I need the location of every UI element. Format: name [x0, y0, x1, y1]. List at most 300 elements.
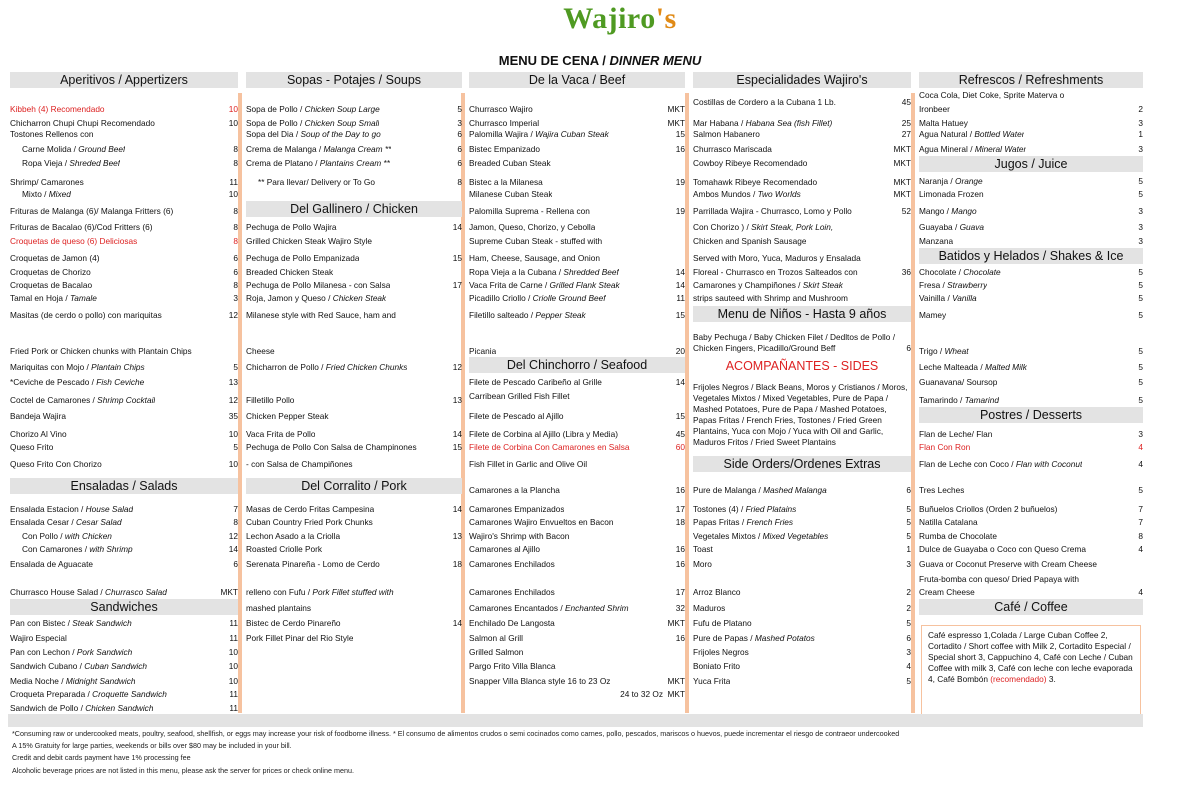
- menu-item-name: Croquetas de queso (6) Deliciosas: [10, 236, 138, 246]
- menu-item-name: Buñuelos Criollos (Orden 2 buñuelos): [919, 504, 1058, 514]
- menu-item: [10, 517, 238, 527]
- menu-item-name: Media Noche / Midnight Sandwich: [10, 676, 136, 686]
- menu-item: [693, 189, 911, 199]
- menu-item-name: Wajiro's Shrimp with Bacon: [469, 531, 570, 541]
- menu-item-name: Palomilla Suprema - Rellena con: [469, 206, 590, 216]
- menu-item-name: Served with Moro, Yuca, Maduros y Ensalada: [693, 253, 861, 263]
- section-header: Ensaladas / Salads: [10, 478, 238, 494]
- menu-item: [469, 267, 685, 277]
- menu-item: [469, 293, 685, 303]
- menu-item: [693, 661, 911, 671]
- menu-item-price: MKT: [667, 689, 685, 699]
- menu-item-name: Lechon Asado a la Criolla: [246, 531, 341, 541]
- menu-item-price: 3: [1138, 429, 1143, 439]
- menu-item-price: 19: [675, 177, 685, 187]
- menu-item: [10, 189, 238, 199]
- menu-item: [693, 118, 911, 128]
- menu-item: [469, 517, 685, 527]
- menu-item-price: 8: [457, 177, 462, 187]
- menu-item: [469, 206, 685, 216]
- menu-item-price: 20: [675, 346, 685, 356]
- menu-item: [469, 531, 685, 541]
- menu-item-price: 16: [675, 633, 685, 643]
- menu-item-name: Pan con Lechon / Pork Sandwich: [10, 647, 133, 657]
- menu-item-price: 5: [233, 362, 238, 372]
- menu-item-name: Cheese: [246, 346, 275, 356]
- menu-item: [693, 504, 911, 514]
- menu-item-name: Floreal - Churrasco en Trozos Salteados con: [693, 267, 858, 277]
- menu-item: [919, 176, 1143, 186]
- menu-item: [10, 703, 238, 713]
- menu-item-price: 5: [1138, 395, 1143, 405]
- menu-item-name: Frituras de Malanga (6)/ Malanga Fritters (6): [10, 206, 174, 216]
- menu-item-name: Flan Con Ron: [919, 442, 971, 452]
- menu-item: [10, 395, 238, 405]
- menu-item: [10, 647, 238, 657]
- menu-item-price: 8: [1138, 531, 1143, 541]
- menu-item-price: 6: [906, 633, 911, 643]
- menu-item-price: 8: [233, 517, 238, 527]
- menu-item: [246, 362, 462, 372]
- menu-item: [919, 222, 1143, 232]
- menu-item-price: 15: [452, 253, 462, 263]
- footer-alcohol: Alcoholic beverage prices are not listed in this menu, please ask the server for prices or check online menu.: [12, 766, 354, 775]
- menu-item: [246, 158, 462, 168]
- menu-item-name: Yuca Frita: [693, 676, 731, 686]
- menu-item-name: Con Chorizo ) / Skirt Steak, Pork Loin,: [693, 222, 834, 232]
- menu-item-price: 5: [1138, 280, 1143, 290]
- menu-item-name: Sopa del Dia / Soup of the Day to go: [246, 129, 381, 139]
- kids-menu-price: 6: [906, 343, 911, 353]
- menu-item-name: Croqueta Preparada / Croquette Sandwich: [10, 689, 167, 699]
- menu-item-name: Chicken Pepper Steak: [246, 411, 329, 421]
- menu-item: [10, 633, 238, 643]
- menu-item-name: Camarones Empanizados: [469, 504, 565, 514]
- menu-item: [693, 129, 911, 139]
- menu-item: [246, 633, 462, 643]
- menu-item-name: Grilled Chicken Steak Wajiro Style: [246, 236, 373, 246]
- menu-item-price: 14: [675, 280, 685, 290]
- menu-item: [693, 633, 911, 643]
- menu-item-price: 60: [675, 442, 685, 452]
- menu-item-price: 52: [901, 206, 911, 216]
- menu-item: [10, 618, 238, 628]
- menu-item-name: Carne Molida / Ground Beef: [22, 144, 126, 154]
- menu-item: [469, 144, 685, 154]
- menu-item-price: 16: [675, 544, 685, 554]
- menu-item: [246, 395, 462, 405]
- menu-item-name: Churrasco Mariscada: [693, 144, 772, 154]
- menu-title: MENU DE CENA / DINNER MENU: [498, 53, 702, 68]
- menu-item-price: 11: [229, 703, 238, 713]
- menu-item-price: 10: [228, 459, 238, 469]
- menu-item-name: Vainilla / Vanilla: [919, 293, 977, 303]
- menu-item-name: Agua Natural / Bottled Water: [919, 129, 1025, 139]
- menu-item: [246, 517, 462, 527]
- menu-item: [693, 531, 911, 541]
- menu-item: [469, 544, 685, 554]
- menu-item-name: Pure de Papas / Mashed Potatos: [693, 633, 815, 643]
- menu-item-price: 6: [233, 559, 238, 569]
- menu-item-name: Arroz Blanco: [693, 587, 741, 597]
- menu-item: [10, 280, 238, 290]
- menu-item: [10, 177, 238, 187]
- menu-item-name: Churrasco Wajiro: [469, 104, 533, 114]
- menu-item: [469, 236, 685, 246]
- menu-item-price: 16: [675, 144, 685, 154]
- menu-item-name: Parrillada Wajira - Churrasco, Lomo y Pollo: [693, 206, 852, 216]
- menu-item-name: Palomilla Wajira / Wajira Cuban Steak: [469, 129, 609, 139]
- menu-item-name: Vegetales Mixtos / Mixed Vegetables: [693, 531, 829, 541]
- menu-item: [10, 459, 238, 469]
- menu-item-price: 14: [675, 377, 685, 387]
- menu-item-price: 11: [229, 633, 238, 643]
- menu-item: [10, 236, 238, 246]
- menu-item-price: 6: [457, 144, 462, 154]
- menu-item: [10, 377, 238, 387]
- menu-item-name: Serenata Pinareña - Lomo de Cerdo: [246, 559, 380, 569]
- menu-item-price: 7: [1138, 517, 1143, 527]
- menu-item: [469, 391, 685, 401]
- menu-item: [693, 517, 911, 527]
- menu-item-price: 14: [452, 504, 462, 514]
- restaurant-logo: Wajiro's: [563, 2, 677, 35]
- menu-item-name: Moro: [693, 559, 712, 569]
- menu-item-price: 10: [228, 429, 238, 439]
- section-header: ACOMPAÑANTES - SIDES: [725, 359, 879, 373]
- menu-item: [246, 144, 462, 154]
- menu-item-name: Wajiro Especial: [10, 633, 67, 643]
- menu-item: [919, 90, 1143, 100]
- menu-item-price: 5: [906, 531, 911, 541]
- menu-item-name: Pure de Malanga / Mashed Malanga: [693, 485, 827, 495]
- menu-item-price: 14: [452, 618, 462, 628]
- column-divider: [238, 93, 242, 713]
- menu-item-name: Fresa / Strawberry: [919, 280, 988, 290]
- menu-item-price: 10: [228, 189, 238, 199]
- menu-item: [246, 531, 462, 541]
- bottom-band: [8, 714, 1143, 727]
- menu-item-price: 5: [1138, 377, 1143, 387]
- footer-raw-notice: *Consuming raw or undercooked meats, poultry, seafood, shellfish, or eggs may increase your risk of foodborne illness. * El consumo de alimentos crudos o semi cocinados como carnes, pollo, pescados, mariscos o huevos, puede incrementar el riesgo de contraeor undercooked: [12, 729, 900, 738]
- menu-item-name: Maduros: [693, 603, 726, 613]
- menu-item-price: 27: [901, 129, 911, 139]
- menu-item: [10, 676, 238, 686]
- menu-item-name: Chicken and Spanish Sausage: [693, 236, 807, 246]
- menu-item-price: 15: [675, 411, 685, 421]
- menu-item: [10, 429, 238, 439]
- menu-item-price: 5: [1138, 346, 1143, 356]
- menu-item: [469, 104, 685, 114]
- menu-item-name: Pechuga de Pollo Con Salsa de Champinones: [246, 442, 417, 452]
- menu-item-price: 14: [452, 222, 462, 232]
- menu-item: [10, 144, 238, 154]
- menu-item-name: Pechuga de Pollo Milanesa - con Salsa: [246, 280, 391, 290]
- menu-item: [693, 267, 911, 277]
- menu-item-price: 45: [901, 97, 911, 107]
- menu-item-name: Churrasco Imperial: [469, 118, 540, 128]
- section-header: Especialidades Wajiro's: [693, 72, 911, 88]
- menu-item-name: Frijoles Negros: [693, 647, 749, 657]
- menu-item: [246, 267, 462, 277]
- menu-item-price: 17: [675, 587, 685, 597]
- section-header: Side Orders/Ordenes Extras: [693, 456, 911, 472]
- menu-item-name: - con Salsa de Champiñones: [246, 459, 353, 469]
- menu-item-name: Flan de Leche/ Flan: [919, 429, 993, 439]
- menu-item: [693, 587, 911, 597]
- menu-item-price: 10: [228, 104, 238, 114]
- menu-item: [693, 253, 911, 263]
- menu-item-price: 16: [675, 485, 685, 495]
- menu-item: [469, 633, 685, 643]
- menu-item-price: 8: [233, 144, 238, 154]
- menu-item: [919, 310, 1143, 320]
- menu-item-price: 3: [1138, 144, 1143, 154]
- section-header: Batidos y Helados / Shakes & Ice: [919, 248, 1143, 264]
- menu-item: [693, 222, 911, 232]
- menu-item-price: 4: [1138, 544, 1143, 554]
- section-header: Refrescos / Refreshments: [919, 72, 1143, 88]
- menu-item: [693, 676, 911, 686]
- menu-item: [693, 603, 911, 613]
- menu-item-name: Flan de Leche con Coco / Flan with Coconut: [919, 459, 1083, 469]
- menu-item-name: Guayaba / Guava: [919, 222, 985, 232]
- menu-item-price: 11: [676, 293, 685, 303]
- menu-item: [919, 206, 1143, 216]
- menu-item: [469, 189, 685, 199]
- menu-item: [10, 129, 238, 139]
- menu-item: [246, 618, 462, 628]
- section-header: Del Gallinero / Chicken: [246, 201, 462, 217]
- menu-item-price: 11: [229, 177, 238, 187]
- menu-item: [919, 236, 1143, 246]
- menu-item: [919, 189, 1143, 199]
- menu-item-name: Ham, Cheese, Sausage, and Onion: [469, 253, 600, 263]
- menu-item: [693, 177, 911, 187]
- menu-item-name: Coca Cola, Diet Coke, Sprite Materva o: [919, 90, 1065, 100]
- menu-item-price: MKT: [667, 676, 685, 686]
- menu-item: [246, 429, 462, 439]
- menu-item-name: Breaded Chicken Steak: [246, 267, 334, 277]
- menu-item-name: Camarones al Ajillo: [469, 544, 541, 554]
- menu-item-name: Croquetas de Chorizo: [10, 267, 91, 277]
- menu-item-price: 13: [228, 377, 238, 387]
- menu-item-name: 24 to 32 Oz: [620, 689, 663, 699]
- menu-item: [246, 236, 462, 246]
- menu-item: [246, 559, 462, 569]
- section-header: Del Chinchorro / Seafood: [469, 357, 685, 373]
- menu-item-price: 6: [233, 253, 238, 263]
- menu-item: [919, 587, 1143, 597]
- menu-item: [246, 310, 462, 320]
- menu-item-price: 10: [228, 647, 238, 657]
- menu-item-price: 8: [233, 206, 238, 216]
- menu-item-name: Vaca Frita de Pollo: [246, 429, 316, 439]
- menu-item-price: 14: [228, 544, 238, 554]
- menu-item: [10, 587, 238, 597]
- menu-item: [693, 144, 911, 154]
- menu-item-name: Cream Cheese: [919, 587, 975, 597]
- menu-item-name: Ensalada de Aguacate: [10, 559, 94, 569]
- menu-item-price: 6: [457, 158, 462, 168]
- menu-item: [469, 442, 685, 452]
- menu-item: [919, 559, 1143, 569]
- menu-item: [469, 618, 685, 628]
- menu-item-name: Mar Habana / Habana Sea (fish Fillet): [693, 118, 833, 128]
- menu-item-name: Ensalada Cesar / Cesar Salad: [10, 517, 122, 527]
- menu-item-price: 3: [457, 118, 462, 128]
- menu-item-name: Cuban Country Fried Pork Chunks: [246, 517, 373, 527]
- menu-item: [469, 689, 685, 699]
- menu-item-price: 3: [1138, 206, 1143, 216]
- menu-item-name: Supreme Cuban Steak - stuffed with: [469, 236, 603, 246]
- menu-item: [246, 280, 462, 290]
- menu-item-name: Pork Fillet Pinar del Rio Style: [246, 633, 354, 643]
- menu-item: [469, 603, 685, 613]
- menu-item: [693, 647, 911, 657]
- menu-item-name: Costillas de Cordero a la Cubana 1 Lb.: [693, 97, 836, 107]
- menu-item-name: Chicharron de Pollo / Fried Chicken Chunks: [246, 362, 408, 372]
- menu-item-name: Con Camarones / with Shrimp: [22, 544, 133, 554]
- menu-item-price: 6: [906, 485, 911, 495]
- menu-item-name: Chorizo Al Vino: [10, 429, 67, 439]
- menu-item-price: 14: [452, 429, 462, 439]
- menu-item-name: Sandwich Cubano / Cuban Sandwich: [10, 661, 147, 671]
- menu-item-name: Guanavana/ Soursop: [919, 377, 998, 387]
- menu-item-name: Mixto / Mixed: [22, 189, 71, 199]
- menu-item-price: 2: [1138, 104, 1143, 114]
- menu-item: [469, 411, 685, 421]
- menu-item: [246, 253, 462, 263]
- menu-item-name: Filete de Corbina al Ajillo (Libra y Media): [469, 429, 618, 439]
- menu-item: [693, 544, 911, 554]
- menu-item: [246, 104, 462, 114]
- menu-item-price: 4: [1138, 587, 1143, 597]
- menu-item-name: Camarones Enchilados: [469, 587, 555, 597]
- menu-item: [469, 676, 685, 686]
- menu-item-price: 8: [233, 222, 238, 232]
- menu-item-price: MKT: [893, 158, 911, 168]
- menu-item: [693, 280, 911, 290]
- menu-item-price: 15: [675, 310, 685, 320]
- menu-item: [246, 587, 462, 597]
- section-header: Café / Coffee: [919, 599, 1143, 615]
- menu-item-price: 8: [233, 280, 238, 290]
- menu-item-name: strips sauteed with Shrimp and Mushroom: [693, 293, 848, 303]
- menu-item-name: Filetillo salteado / Pepper Steak: [469, 310, 586, 320]
- menu-item: [919, 267, 1143, 277]
- menu-item-name: Con Pollo / with Chicken: [22, 531, 112, 541]
- menu-item-name: Natilla Catalana: [919, 517, 978, 527]
- menu-item-price: 1: [1138, 129, 1143, 139]
- menu-item: [10, 346, 238, 356]
- section-header: Menu de Niños - Hasta 9 años: [693, 306, 911, 322]
- menu-item-price: 14: [675, 267, 685, 277]
- menu-item-name: Boniato Frito: [693, 661, 741, 671]
- menu-item-name: Camarones Wajiro Envueltos en Bacon: [469, 517, 614, 527]
- menu-item-name: Tamal en Hoja / Tamale: [10, 293, 97, 303]
- menu-item: [246, 346, 462, 356]
- menu-item: [919, 129, 1143, 139]
- menu-item-name: Leche Malteada / Malted Milk: [919, 362, 1027, 372]
- menu-item-price: 19: [675, 206, 685, 216]
- menu-item: [246, 504, 462, 514]
- menu-item-name: Tres Leches: [919, 485, 965, 495]
- menu-item-name: Camarones Enchilados: [469, 559, 555, 569]
- menu-item: [469, 377, 685, 387]
- menu-item-name: Bistec de Cerdo Pinareño: [246, 618, 341, 628]
- menu-item-price: 5: [1138, 176, 1143, 186]
- menu-item-name: Filete de Pescado Caribeño al Grille: [469, 377, 602, 387]
- menu-item-name: Picania: [469, 346, 497, 356]
- menu-item: [919, 362, 1143, 372]
- menu-item-price: 17: [675, 504, 685, 514]
- column-specialties-sides: [693, 72, 911, 714]
- menu-item: [10, 531, 238, 541]
- menu-item: [246, 603, 462, 613]
- menu-item: [693, 485, 911, 495]
- menu-item-price: 8: [233, 236, 238, 246]
- menu-item: [919, 395, 1143, 405]
- column-drinks-desserts: [919, 72, 1143, 714]
- menu-item-price: 10: [228, 661, 238, 671]
- menu-item-name: Cowboy Ribeye Recomendado: [693, 158, 808, 168]
- menu-item-price: 5: [1138, 267, 1143, 277]
- section-header: Sopas - Potajes / Soups: [246, 72, 462, 88]
- menu-item-name: Shrimp/ Camarones: [10, 177, 84, 187]
- menu-item-price: 10: [228, 676, 238, 686]
- menu-item-price: MKT: [667, 104, 685, 114]
- menu-item-price: 12: [228, 395, 238, 405]
- menu-item: [919, 517, 1143, 527]
- menu-item: [246, 222, 462, 232]
- menu-item-price: 13: [452, 531, 462, 541]
- menu-item-name: Tomahawk Ribeye Recomendado: [693, 177, 818, 187]
- menu-item-price: 3: [1138, 118, 1143, 128]
- menu-item-price: 25: [901, 118, 911, 128]
- menu-item: [10, 118, 238, 128]
- menu-item-name: Crema de Malanga / Malanga Cream **: [246, 144, 392, 154]
- column-appetizers: [10, 72, 238, 714]
- column-divider: [911, 93, 915, 713]
- menu-item-price: 3: [1138, 236, 1143, 246]
- menu-item-price: MKT: [893, 144, 911, 154]
- menu-item-price: 5: [906, 676, 911, 686]
- menu-item-price: 5: [1138, 485, 1143, 495]
- menu-item: [919, 118, 1143, 128]
- menu-item: [469, 222, 685, 232]
- menu-item: [693, 618, 911, 628]
- menu-item: [469, 559, 685, 569]
- menu-item-price: 10: [228, 118, 238, 128]
- menu-item-price: 11: [229, 618, 238, 628]
- menu-item-price: 18: [452, 559, 462, 569]
- menu-item-price: 45: [675, 429, 685, 439]
- menu-item-price: 6: [233, 267, 238, 277]
- menu-item-name: Crema de Platano / Plantains Cream **: [246, 158, 390, 168]
- menu-item: [919, 280, 1143, 290]
- menu-item: [10, 559, 238, 569]
- menu-item-name: Filete de Pescado al Ajillo: [469, 411, 564, 421]
- column-beef-seafood: [469, 72, 685, 714]
- menu-item: [10, 544, 238, 554]
- menu-item-name: Tostones Rellenos con: [10, 129, 94, 139]
- menu-item-name: Fish Fillet in Garlic and Olive Oil: [469, 459, 588, 469]
- menu-item-name: Croquetas de Jamon (4): [10, 253, 100, 263]
- menu-item: [919, 442, 1143, 452]
- menu-item-price: MKT: [893, 177, 911, 187]
- menu-item: [693, 559, 911, 569]
